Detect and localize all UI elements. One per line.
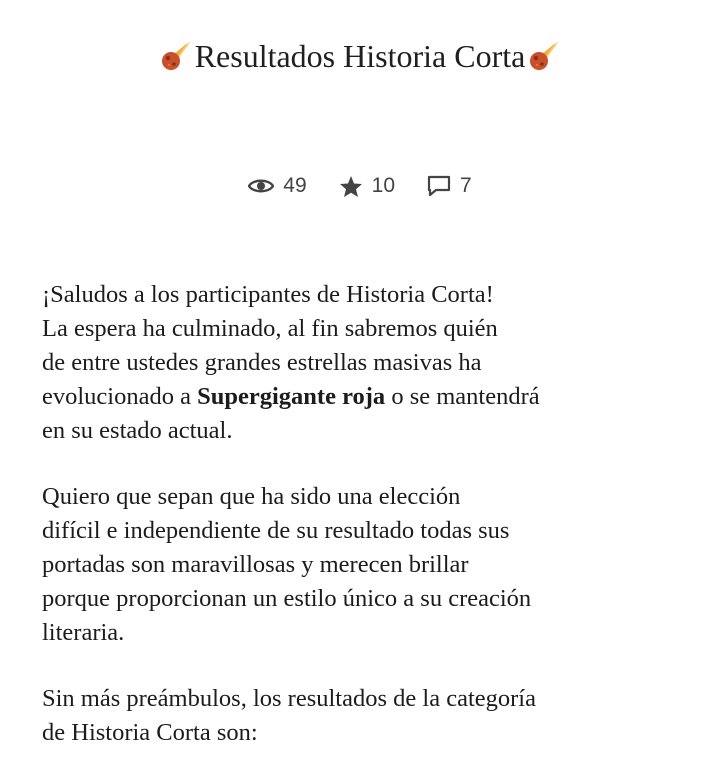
- comet-icon: [159, 39, 193, 73]
- text-line: de Historia Corta son:: [42, 719, 258, 746]
- text-segment: evolucionado a: [42, 383, 198, 410]
- story-stats: [0, 174, 720, 198]
- paragraph: [42, 480, 682, 650]
- comments-count: 7: [460, 174, 472, 197]
- text-line: literaria.: [42, 619, 125, 646]
- text-line: en su estado actual.: [42, 417, 233, 444]
- text-line: [42, 380, 682, 414]
- comment-icon: [427, 175, 451, 197]
- bold-highlight: Supergigante roja: [197, 383, 386, 410]
- text-line: ¡Saludos a los participantes de Historia Corta!: [42, 281, 494, 308]
- paragraph: [42, 278, 682, 448]
- text-line: portadas son maravillosas y merecen brillar: [42, 551, 469, 578]
- text-line: Quiero que sepan que ha sido una elección: [42, 483, 461, 510]
- star-icon: [339, 175, 363, 198]
- eye-icon: [248, 177, 274, 195]
- text-line: La espera ha culminado, al fin sabremos quién: [42, 315, 498, 342]
- comet-icon: [527, 39, 561, 73]
- votes-stat: [339, 174, 395, 198]
- votes-count: 10: [371, 174, 396, 197]
- text-line: difícil e independiente de su resultado todas sus: [42, 517, 510, 544]
- views-stat: [248, 174, 306, 198]
- views-count: 49: [283, 174, 307, 197]
- text-line: porque proporcionan un estilo único a su creación: [42, 585, 532, 612]
- text-segment: o se mantendrá: [385, 383, 540, 410]
- paragraph: [42, 682, 682, 750]
- text-line: Sin más preámbulos, los resultados de la categoría: [42, 685, 536, 712]
- page-title: [0, 36, 720, 76]
- comments-stat[interactable]: [427, 174, 472, 198]
- page-title-text: Resultados Historia Corta: [194, 38, 526, 74]
- story-body: [42, 278, 682, 782]
- text-line: de entre ustedes grandes estrellas masivas ha: [42, 349, 482, 376]
